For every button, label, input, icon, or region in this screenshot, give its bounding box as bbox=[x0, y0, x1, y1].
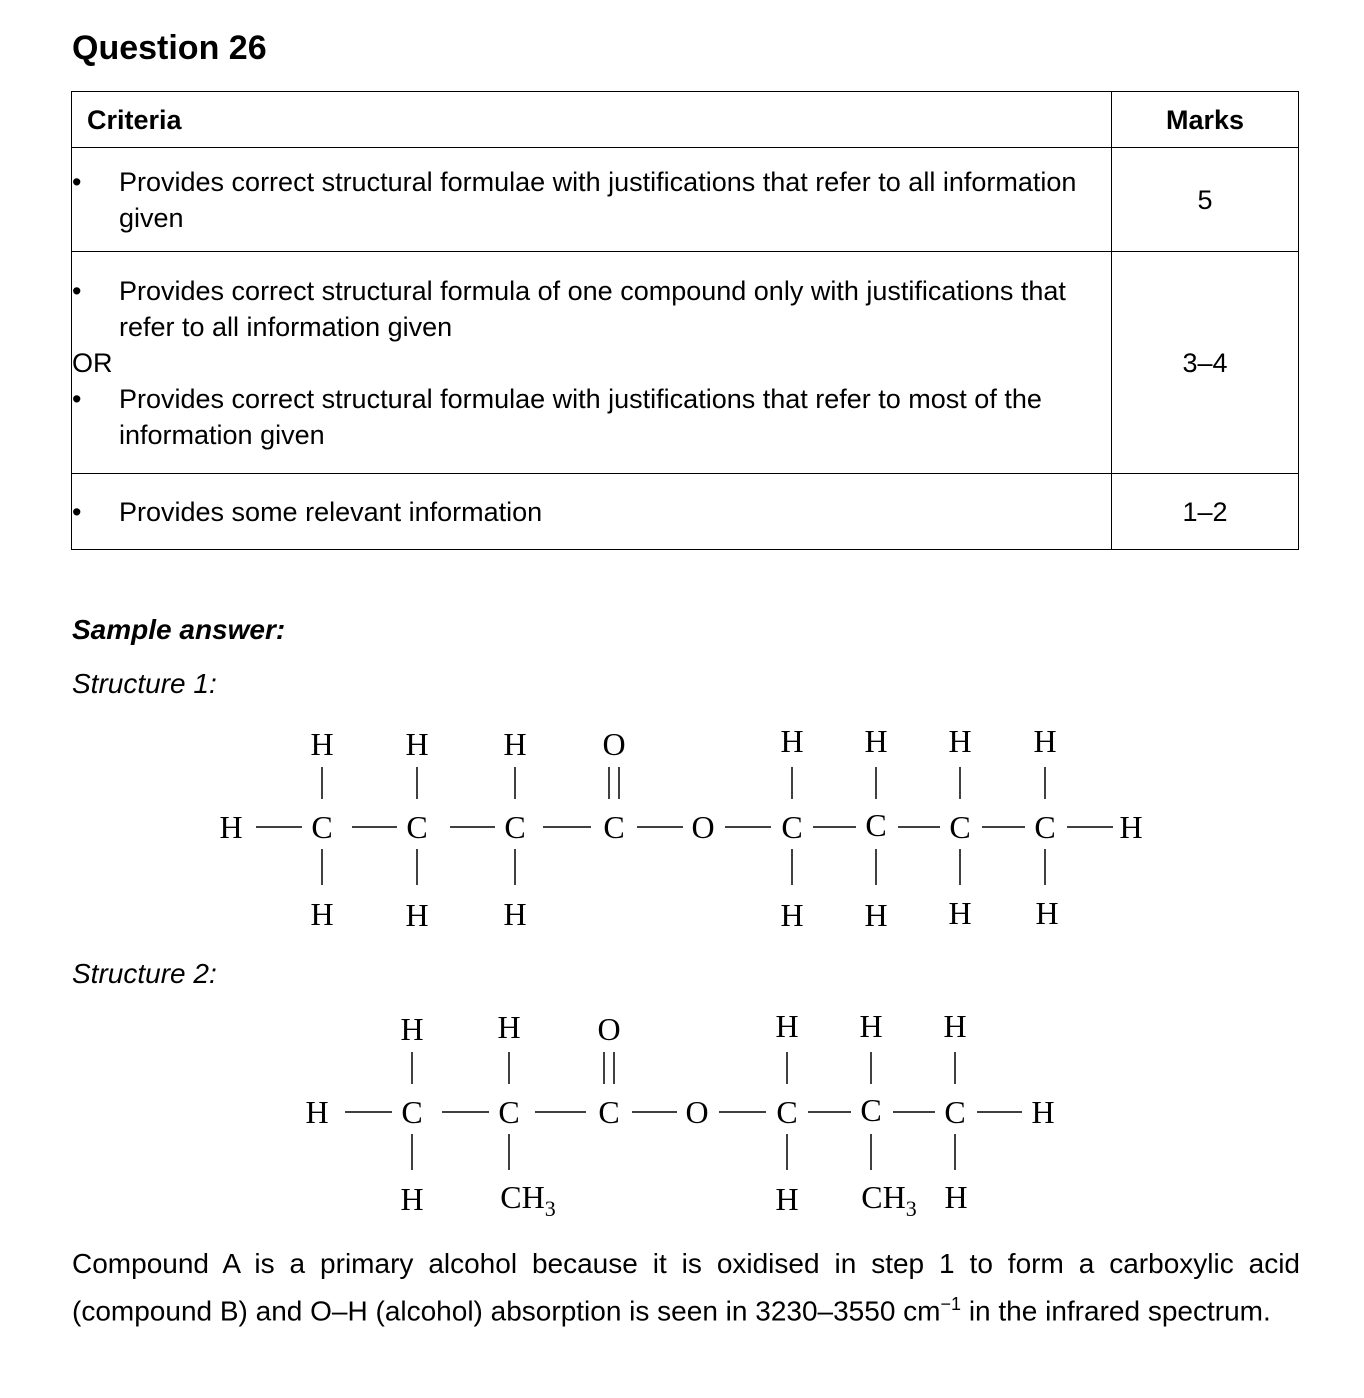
atom-c: C bbox=[406, 809, 428, 845]
structure-1-label: Structure 1: bbox=[72, 668, 217, 699]
methyl-group bbox=[500, 1179, 555, 1221]
mark-cell: 1–2 bbox=[1112, 474, 1299, 550]
atom-h: H bbox=[780, 723, 804, 759]
atom-h: H bbox=[503, 726, 527, 762]
mark-cell: 5 bbox=[1112, 148, 1299, 252]
atom-h: H bbox=[1033, 723, 1057, 759]
marks-header: Marks bbox=[1112, 92, 1299, 148]
atom-o: O bbox=[691, 809, 715, 845]
atom-h: H bbox=[1119, 809, 1143, 845]
explanation-paragraph bbox=[72, 1243, 1300, 1331]
atom-h: H bbox=[1035, 895, 1059, 931]
atom-h: H bbox=[497, 1009, 521, 1045]
atom-h: H bbox=[775, 1008, 799, 1044]
atom-o: O bbox=[685, 1094, 709, 1130]
atom-c: C bbox=[781, 809, 803, 845]
table-row bbox=[72, 474, 1299, 550]
atom-h: H bbox=[503, 896, 527, 932]
criterion-bullet: • Provides correct structural formulae with justifications that refer to most of the information given bbox=[72, 381, 1111, 453]
atom-c: C bbox=[949, 809, 971, 845]
atom-h: H bbox=[400, 1181, 424, 1217]
atom-h: H bbox=[405, 897, 429, 933]
atom-c: C bbox=[603, 809, 625, 845]
criteria-cell bbox=[72, 252, 1112, 474]
methyl-subscript: 3 bbox=[905, 1196, 917, 1221]
atom-c: C bbox=[776, 1094, 798, 1130]
methyl-group bbox=[861, 1179, 916, 1221]
atom-c: C bbox=[498, 1094, 520, 1130]
sample-answer-heading: Sample answer: bbox=[72, 614, 286, 645]
unit-superscript: −1 bbox=[940, 1294, 962, 1314]
atom-h: H bbox=[310, 726, 334, 762]
atom-h: H bbox=[1031, 1094, 1055, 1130]
criteria-cell bbox=[72, 148, 1112, 252]
atom-h: H bbox=[780, 897, 804, 933]
atom-c: C bbox=[944, 1094, 966, 1130]
table-header-row bbox=[72, 92, 1299, 148]
mark-cell: 3–4 bbox=[1112, 252, 1299, 474]
atom-h: H bbox=[775, 1181, 799, 1217]
atom-h: H bbox=[310, 896, 334, 932]
atom-h: H bbox=[859, 1008, 883, 1044]
structure-2-diagram bbox=[0, 1000, 1364, 1230]
atom-h: H bbox=[944, 1179, 968, 1215]
atom-c: C bbox=[401, 1094, 423, 1130]
methyl-ch: CH bbox=[500, 1179, 545, 1215]
atom-h: H bbox=[405, 726, 429, 762]
atom-h: H bbox=[948, 895, 972, 931]
methyl-ch: CH bbox=[861, 1179, 906, 1215]
atom-o: O bbox=[597, 1011, 621, 1047]
or-label: OR bbox=[72, 347, 113, 378]
table-row bbox=[72, 252, 1299, 474]
criteria-cell bbox=[72, 474, 1112, 550]
atom-c: C bbox=[504, 809, 526, 845]
criterion-bullet: • Provides some relevant information bbox=[72, 494, 1111, 530]
table-row bbox=[72, 148, 1299, 252]
atom-h: H bbox=[948, 723, 972, 759]
atom-c: C bbox=[311, 809, 333, 845]
structure-2-label: Structure 2: bbox=[72, 958, 217, 989]
page-title: Question 26 bbox=[72, 29, 267, 67]
explanation-text: Compound A is a primary alcohol because it is oxidised in step 1 to form a carboxylic acid (compound B) and O–H (alcohol) absorption is seen in 3230–3550 cm bbox=[72, 1248, 1300, 1327]
atom-h: H bbox=[943, 1008, 967, 1044]
atom-h: H bbox=[400, 1011, 424, 1047]
atom-h: H bbox=[219, 809, 243, 845]
criterion-bullet: • Provides correct structural formula of one compound only with justifications that refer to all information given bbox=[72, 273, 1111, 345]
atom-h: H bbox=[864, 897, 888, 933]
atom-h: H bbox=[864, 723, 888, 759]
marking-criteria-table bbox=[71, 91, 1299, 550]
structure-1-diagram bbox=[0, 715, 1364, 945]
atom-c: C bbox=[598, 1094, 620, 1130]
criterion-bullet: • Provides correct structural formulae with justifications that refer to all information given bbox=[72, 164, 1111, 236]
methyl-subscript: 3 bbox=[544, 1196, 556, 1221]
atom-h: H bbox=[305, 1094, 329, 1130]
explanation-text-end: in the infrared spectrum. bbox=[961, 1295, 1271, 1327]
atom-c: C bbox=[860, 1092, 882, 1128]
atom-c: C bbox=[1034, 809, 1056, 845]
criteria-header: Criteria bbox=[72, 92, 1112, 148]
atom-c: C bbox=[865, 807, 887, 843]
atom-o: O bbox=[602, 726, 626, 762]
